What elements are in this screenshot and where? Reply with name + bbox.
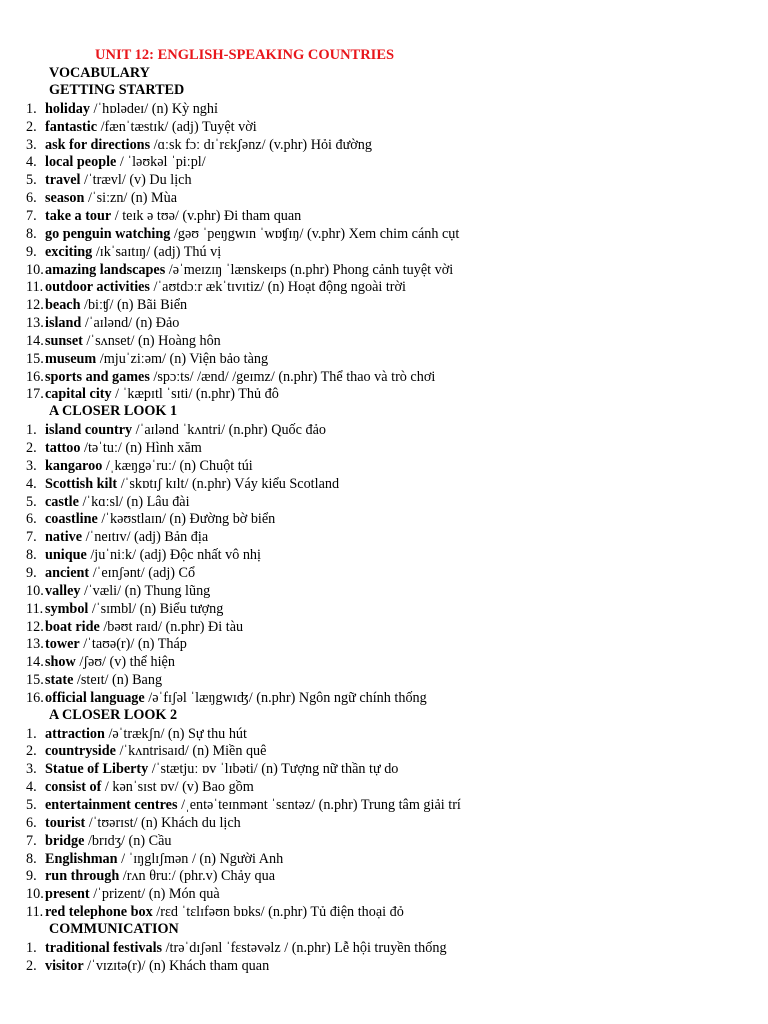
- vocab-item: [26, 957, 269, 975]
- vocab-definition: /ˈsiːzn/ (n) Mùa: [87, 190, 178, 207]
- vocab-definition: /brɪdʒ/ (n) Cầu: [87, 832, 172, 849]
- vocab-definition: /ˈneɪtɪv/ (adj) Bản địa: [85, 529, 209, 546]
- item-number: 4.: [26, 779, 37, 796]
- vocab-word: native: [45, 529, 83, 546]
- vocab-item: [26, 207, 301, 225]
- vocab-definition: /bəʊt raɪd/ (n.phr) Đi tàu: [103, 618, 244, 635]
- vocab-item: [26, 939, 447, 957]
- vocab-item: [26, 600, 223, 618]
- vocab-definition: /trəˈdɪʃənl ˈfɛstəvəlz / (n.phr) Lễ hội truyền thống: [165, 939, 447, 956]
- vocab-item: [26, 368, 435, 386]
- item-number: 2.: [26, 440, 37, 456]
- unit-title: UNIT 12: ENGLISH-SPEAKING COUNTRIES: [95, 47, 395, 63]
- vocab-item: [26, 332, 221, 350]
- vocab-word: traditional festivals: [45, 939, 163, 956]
- vocab-word: unique: [45, 547, 87, 564]
- vocab-item: [26, 439, 202, 457]
- vocab-definition: /ˈtaʊə(r)/ (n) Tháp: [83, 636, 187, 653]
- vocab-definition: /ˈaʊtdɔːr ækˈtɪvɪtiz/ (n) Hoạt động ngoài trời: [153, 279, 406, 296]
- vocab-definition: /spɔːts/ /ænd/ /geɪmz/ (n.phr) Thể thao và trò chơi: [153, 368, 436, 385]
- item-number: 1.: [26, 422, 37, 439]
- vocab-definition: /rɛd ˈtɛlɪfəʊn bɒks/ (n.phr) Tủ điện thoại đỏ: [156, 904, 404, 921]
- vocab-word: symbol: [45, 600, 89, 617]
- item-number: 8.: [26, 225, 37, 242]
- vocab-word: sports and games: [45, 368, 150, 385]
- vocab-definition: /ˈeɪnʃənt/ (adj) Cổ: [92, 564, 196, 581]
- vocab-item: [26, 903, 404, 921]
- item-number: 6.: [26, 190, 37, 207]
- item-number: 7.: [26, 207, 37, 224]
- vocab-definition: /əˈtrækʃn/ (n) Sự thu hút: [108, 725, 247, 742]
- item-number: 4.: [26, 154, 37, 171]
- vocab-word: tourist: [45, 814, 86, 831]
- vocab-definition: /ˈkɑːsl/ (n) Lâu đài: [82, 493, 190, 510]
- item-number: 16.: [26, 368, 44, 385]
- item-number: 10.: [26, 886, 44, 903]
- section-heading: COMMUNICATION: [49, 920, 179, 937]
- vocab-item: [26, 314, 179, 332]
- vocab-definition: /ˈhɒlədeɪ/ (n) Kỳ nghỉ: [93, 100, 218, 117]
- vocab-definition: /ˈvɪzɪtə(r)/ (n) Khách tham quan: [87, 957, 270, 974]
- vocab-word: countryside: [45, 743, 116, 760]
- item-number: 10.: [26, 261, 44, 278]
- vocab-definition: /ˈtʊərɪst/ (n) Khách du lịch: [88, 814, 241, 831]
- vocab-item: [26, 225, 459, 243]
- vocab-word: beach: [45, 297, 81, 314]
- vocab-item: [26, 760, 398, 778]
- vocab-definition: /rʌn θruː/ (phr.v) Chảy qua: [122, 868, 275, 885]
- vocab-definition: / kənˈsɪst ɒv/ (v) Bao gồm: [104, 779, 254, 796]
- vocab-word: local people: [45, 154, 117, 171]
- vocab-item: [26, 100, 218, 118]
- item-number: 15.: [26, 672, 44, 689]
- item-number: 5.: [26, 172, 37, 189]
- item-number: 4.: [26, 475, 37, 492]
- vocab-word: season: [45, 190, 85, 207]
- vocab-item: [26, 243, 221, 261]
- vocab-definition: /ˈkʌntrisaɪd/ (n) Miền quê: [119, 743, 267, 760]
- item-number: 9.: [26, 868, 37, 885]
- vocab-item: [26, 725, 247, 743]
- vocab-word: state: [45, 672, 74, 689]
- item-number: 13.: [26, 315, 44, 332]
- vocabulary-heading: VOCABULARY: [49, 65, 150, 81]
- vocab-word: go penguin watching: [45, 225, 171, 242]
- vocab-item: [26, 136, 372, 154]
- vocab-item: [26, 118, 257, 136]
- vocab-word: Scottish kilt: [45, 475, 118, 492]
- vocab-word: run through: [45, 868, 120, 885]
- vocab-definition: /ˈskɒtɪʃ kɪlt/ (n.phr) Váy kiểu Scotland: [120, 475, 340, 492]
- vocab-item: [26, 457, 253, 475]
- vocab-definition: /gəʊ ˈpeŋgwɪn ˈwɒʧɪŋ/ (v.phr) Xem chim cánh cụt: [173, 225, 460, 242]
- vocab-item: [26, 778, 254, 796]
- vocab-word: Statue of Liberty: [45, 761, 149, 778]
- item-number: 2.: [26, 118, 37, 135]
- vocab-item: [26, 385, 279, 403]
- vocab-word: exciting: [45, 243, 93, 260]
- vocab-definition: /ˌentəˈteɪnmənt ˈsɛntəz/ (n.phr) Trung tâm giải trí: [181, 797, 461, 813]
- vocab-item: [26, 421, 326, 439]
- item-number: 11.: [26, 279, 44, 296]
- vocab-item: [26, 796, 461, 814]
- vocab-word: take a tour: [45, 207, 112, 224]
- vocab-word: ancient: [45, 564, 90, 581]
- vocab-definition: / teɪk ə tʊə/ (v.phr) Đi tham quan: [114, 207, 302, 224]
- item-number: 14.: [26, 332, 44, 349]
- item-number: 13.: [26, 636, 44, 653]
- vocab-item: [26, 261, 453, 279]
- vocab-item: [26, 546, 261, 564]
- item-number: 6.: [26, 814, 37, 831]
- item-number: 7.: [26, 529, 37, 546]
- vocab-definition: /ˈtrævl/ (v) Du lịch: [84, 172, 192, 189]
- vocab-word: museum: [45, 350, 97, 367]
- section-heading: A CLOSER LOOK 2: [49, 706, 178, 723]
- item-number: 11.: [26, 600, 44, 617]
- vocab-definition: /juˈniːk/ (adj) Độc nhất vô nhị: [90, 547, 261, 564]
- vocab-word: outdoor activities: [45, 279, 150, 296]
- vocab-item: [26, 475, 339, 493]
- vocab-definition: / ˈɪŋglɪʃmən / (n) Người Anh: [121, 850, 284, 867]
- vocab-definition: /ˈaɪlənd/ (n) Đảo: [84, 315, 180, 332]
- vocab-definition: /ˈvæli/ (n) Thung lũng: [84, 582, 211, 599]
- vocab-definition: /fænˈtæstɪk/ (adj) Tuyệt vời: [100, 118, 257, 135]
- vocab-item: [26, 653, 175, 671]
- vocab-word: coastline: [45, 511, 98, 528]
- vocab-definition: /steɪt/ (n) Bang: [76, 672, 163, 689]
- vocab-definition: /əˈfɪʃəl ˈlæŋgwɪʤ/ (n.phr) Ngôn ngữ chính thống: [148, 689, 427, 706]
- vocab-item: [26, 171, 192, 189]
- vocab-definition: /ˈsʌnset/ (n) Hoàng hôn: [86, 332, 221, 349]
- item-number: 10.: [26, 582, 44, 599]
- vocab-word: present: [45, 886, 90, 903]
- vocab-definition: /ˌkæŋgəˈruː/ (n) Chuột túi: [105, 457, 253, 474]
- vocab-item: [26, 493, 190, 511]
- vocab-item: [26, 832, 172, 850]
- vocab-word: kangaroo: [45, 457, 103, 474]
- vocab-word: visitor: [45, 957, 84, 974]
- vocab-word: island: [45, 315, 82, 332]
- item-number: 2.: [26, 957, 37, 974]
- vocab-item: [26, 671, 162, 689]
- vocab-item: [26, 635, 187, 653]
- item-number: 9.: [26, 564, 37, 581]
- vocab-word: amazing landscapes: [45, 261, 166, 278]
- vocab-word: tower: [45, 636, 80, 653]
- vocab-item: [26, 582, 210, 600]
- vocab-word: bridge: [45, 832, 85, 849]
- item-number: 8.: [26, 850, 37, 867]
- vocab-item: [26, 564, 195, 582]
- vocab-definition: /ɑːsk fɔː dɪˈrɛkʃənz/ (v.phr) Hỏi đường: [153, 136, 372, 153]
- section-heading: GETTING STARTED: [49, 82, 185, 98]
- item-number: 6.: [26, 511, 37, 528]
- section-heading: A CLOSER LOOK 1: [49, 403, 178, 420]
- vocab-definition: /ɪkˈsaɪtɪŋ/ (adj) Thú vị: [95, 243, 222, 260]
- vocab-definition: / ˈkæpɪtl ˈsɪti/ (n.phr) Thủ đô: [115, 386, 279, 403]
- vocab-word: capital city: [45, 386, 112, 403]
- item-number: 8.: [26, 547, 37, 564]
- vocab-word: consist of: [45, 779, 102, 796]
- vocab-word: tattoo: [45, 440, 81, 456]
- vocab-word: entertainment centres: [45, 797, 178, 813]
- vocab-word: ask for directions: [45, 136, 151, 153]
- vocab-item: [26, 689, 427, 707]
- item-number: 3.: [26, 457, 37, 474]
- vocab-item: [26, 528, 208, 546]
- vocab-word: sunset: [45, 332, 83, 349]
- vocab-item: [26, 153, 206, 171]
- item-number: 3.: [26, 761, 37, 778]
- vocab-item: [26, 510, 275, 528]
- item-number: 11.: [26, 904, 44, 921]
- vocab-word: castle: [45, 493, 79, 510]
- vocab-item: [26, 296, 187, 314]
- vocab-word: holiday: [45, 100, 90, 117]
- vocab-definition: /ˈsɪmbl/ (n) Biểu tượng: [91, 600, 224, 617]
- vocab-definition: /ˈkəʊstlaɪn/ (n) Đường bờ biển: [101, 511, 276, 528]
- vocab-definition: /ˈstætjuː ɒv ˈlɪbəti/ (n) Tượng nữ thần tự do: [151, 761, 399, 778]
- vocab-word: fantastic: [45, 118, 98, 135]
- vocab-word: island country: [45, 422, 133, 439]
- item-number: 5.: [26, 797, 37, 813]
- vocab-definition: /biːʧ/ (n) Bãi Biển: [84, 297, 188, 314]
- item-number: 3.: [26, 136, 37, 153]
- vocab-word: boat ride: [45, 618, 100, 635]
- item-number: 12.: [26, 618, 44, 635]
- vocab-definition: /mjuˈziːəm/ (n) Viện bảo tàng: [99, 350, 269, 367]
- vocab-item: [26, 885, 220, 903]
- vocab-definition: / ˈləʊkəl ˈpiːpl/: [119, 154, 206, 171]
- item-number: 5.: [26, 493, 37, 510]
- item-number: 16.: [26, 689, 44, 706]
- vocab-definition: /ˈaɪlənd ˈkʌntri/ (n.phr) Quốc đảo: [135, 422, 326, 439]
- item-number: 7.: [26, 832, 37, 849]
- item-number: 1.: [26, 939, 37, 956]
- vocab-item: [26, 189, 177, 207]
- vocab-word: official language: [45, 689, 145, 706]
- item-number: 2.: [26, 743, 37, 760]
- vocab-item: [26, 350, 268, 368]
- item-number: 15.: [26, 350, 44, 367]
- item-number: 1.: [26, 725, 37, 742]
- item-number: 12.: [26, 297, 44, 314]
- item-number: 14.: [26, 654, 44, 671]
- item-number: 17.: [26, 386, 44, 403]
- vocab-word: red telephone box: [45, 904, 153, 921]
- vocab-word: show: [45, 654, 76, 671]
- vocab-word: Englishman: [45, 850, 118, 867]
- vocab-definition: /təˈtuː/ (n) Hình xăm: [84, 440, 202, 456]
- vocab-item: [26, 742, 266, 760]
- vocab-definition: /ˈprizent/ (n) Món quà: [93, 886, 220, 903]
- vocab-definition: /ʃəʊ/ (v) thể hiện: [79, 654, 175, 671]
- vocab-word: travel: [45, 172, 81, 189]
- vocab-item: [26, 850, 283, 868]
- vocab-word: attraction: [45, 725, 105, 742]
- vocab-item: [26, 867, 275, 885]
- item-number: 9.: [26, 243, 37, 260]
- vocab-item: [26, 278, 406, 296]
- vocab-item: [26, 814, 241, 832]
- vocab-word: valley: [45, 582, 81, 599]
- item-number: 1.: [26, 100, 37, 117]
- vocab-definition: /əˈmeɪzɪŋ ˈlænskeɪps (n.phr) Phong cảnh tuyệt vời: [168, 261, 454, 278]
- vocab-item: [26, 618, 243, 636]
